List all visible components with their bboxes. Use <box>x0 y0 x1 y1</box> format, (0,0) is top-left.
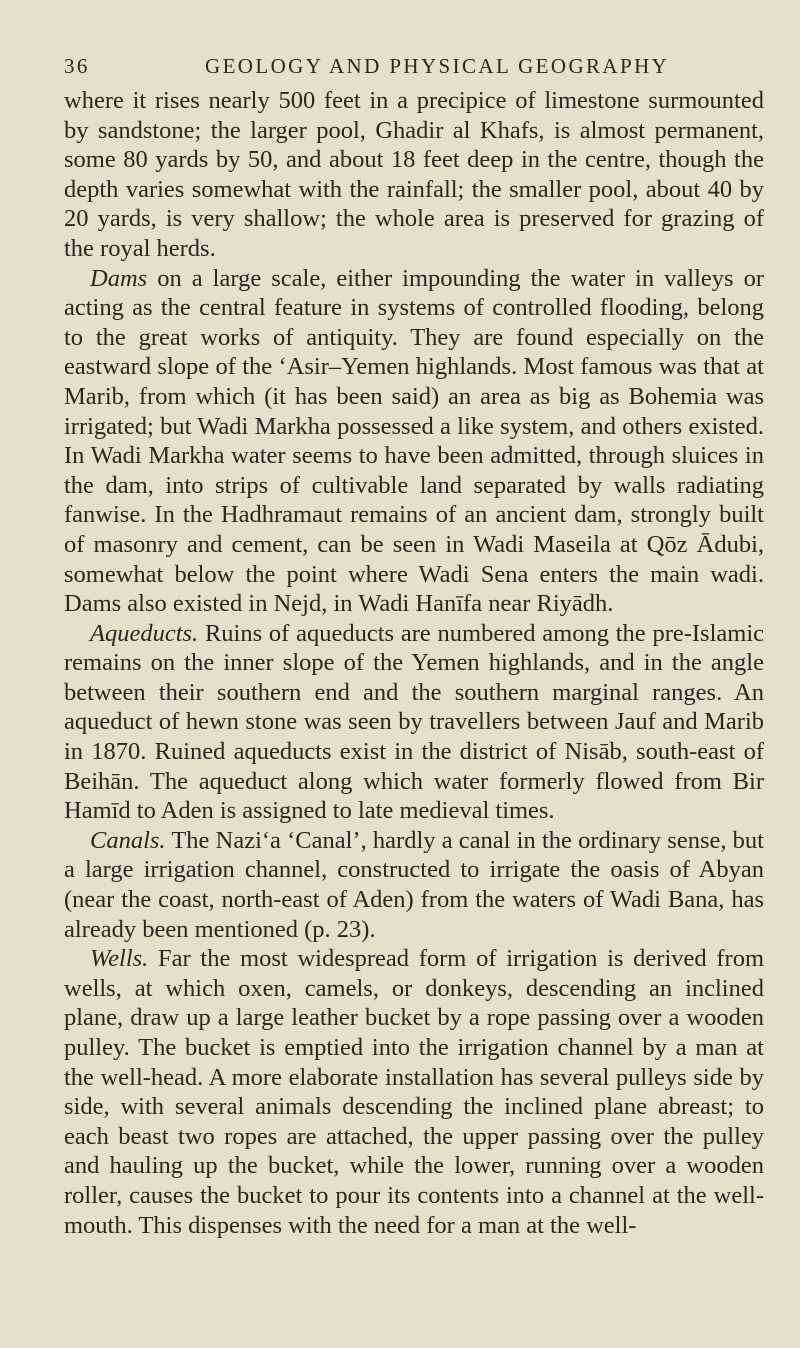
paragraph-pools <box>64 86 764 264</box>
paragraph-heading: Wells. <box>90 945 149 973</box>
running-header <box>64 44 764 80</box>
paragraph-text: where it rises nearly 500 feet in a precipice of limestone surmounted by sandstone; the larger pool, Ghadir al Khafs, is almost permanent, some 80 yards by 50, and about 18 feet deep in the centre, though the depth varies somewhat with the rainfall; the smaller pool, about 40 by 20 yards, is very shallow; the whole area is preserved for grazing of the royal herds. <box>64 87 764 262</box>
running-title: GEOLOGY AND PHYSICAL GEOGRAPHY <box>205 54 670 78</box>
paragraph-text: The Nazi‘a ‘Canal’, hardly a canal in the ordinary sense, but a large irrigation channel, constructed to irrigate the oasis of Abyan (near the coast, north-east of Aden) from the waters of Wadi Bana, has already been mentioned (p. 23). <box>64 826 764 943</box>
paragraph-text: Far the most widespread form of irrigation is derived from wells, at which oxen, camels, or donkeys, descending an inclined plane, draw up a large leather bucket by a rope passing over a wooden pulley. The bucket is emptied into the irrigation channel by a man at the well-head. A more elaborate installation has several pulleys side by side, with several animals descending the inclined plane abreast; to each beast two ropes are attached, the upper passing over the pulley and hauling up the bucket, while the lower, running over a wooden roller, causes the bucket to pour its contents into a channel at the well-mouth. This dispenses with the need for a man at the well- <box>64 945 764 1239</box>
paragraph-canals <box>64 826 764 944</box>
paragraph-heading: Canals. <box>90 826 166 854</box>
body-text <box>64 86 764 1240</box>
paragraph-text: Ruins of aqueducts are numbered among the pre-Islamic remains on the inner slope of the Yemen highlands, and in the angle between their southern end and the southern marginal ranges. An aqueduct of hewn stone was seen by travellers between Jauf and Marib in 1870. Ruined aqueducts exist in the district of Nisāb, south-east of Beihān. The aqueduct along which water formerly flowed from Bir Hamīd to Aden is assigned to late medieval times. <box>64 619 764 825</box>
paragraph-text: on a large scale, either impounding the water in valleys or acting as the central feature in systems of controlled flooding, belong to the great works of antiquity. They are found especially on the eastward slope of the ‘Asir–Yemen highlands. Most famous was that at Marib, from which (it has been said) an area as big as Bohemia was irrigated; but Wadi Markha possessed a like system, and others existed. In Wadi Markha water seems to have been admitted, through sluices in the dam, into strips of cultivable land separated by walls radiating fanwise. In the Hadhramaut remains of an ancient dam, strongly built of masonry and cement, can be seen in Wadi Maseila at Qōz Ādubi, somewhat below the point where Wadi Sena enters the main wadi. Dams also existed in Nejd, in Wadi Hanīfa near Riyādh. <box>64 264 764 618</box>
paragraph-heading: Aqueducts. <box>90 619 199 647</box>
page-number: 36 <box>64 54 90 78</box>
paragraph-dams <box>64 264 764 619</box>
paragraph-wells <box>64 944 764 1240</box>
paragraph-heading: Dams <box>90 264 148 292</box>
paragraph-aqueducts <box>64 619 764 826</box>
